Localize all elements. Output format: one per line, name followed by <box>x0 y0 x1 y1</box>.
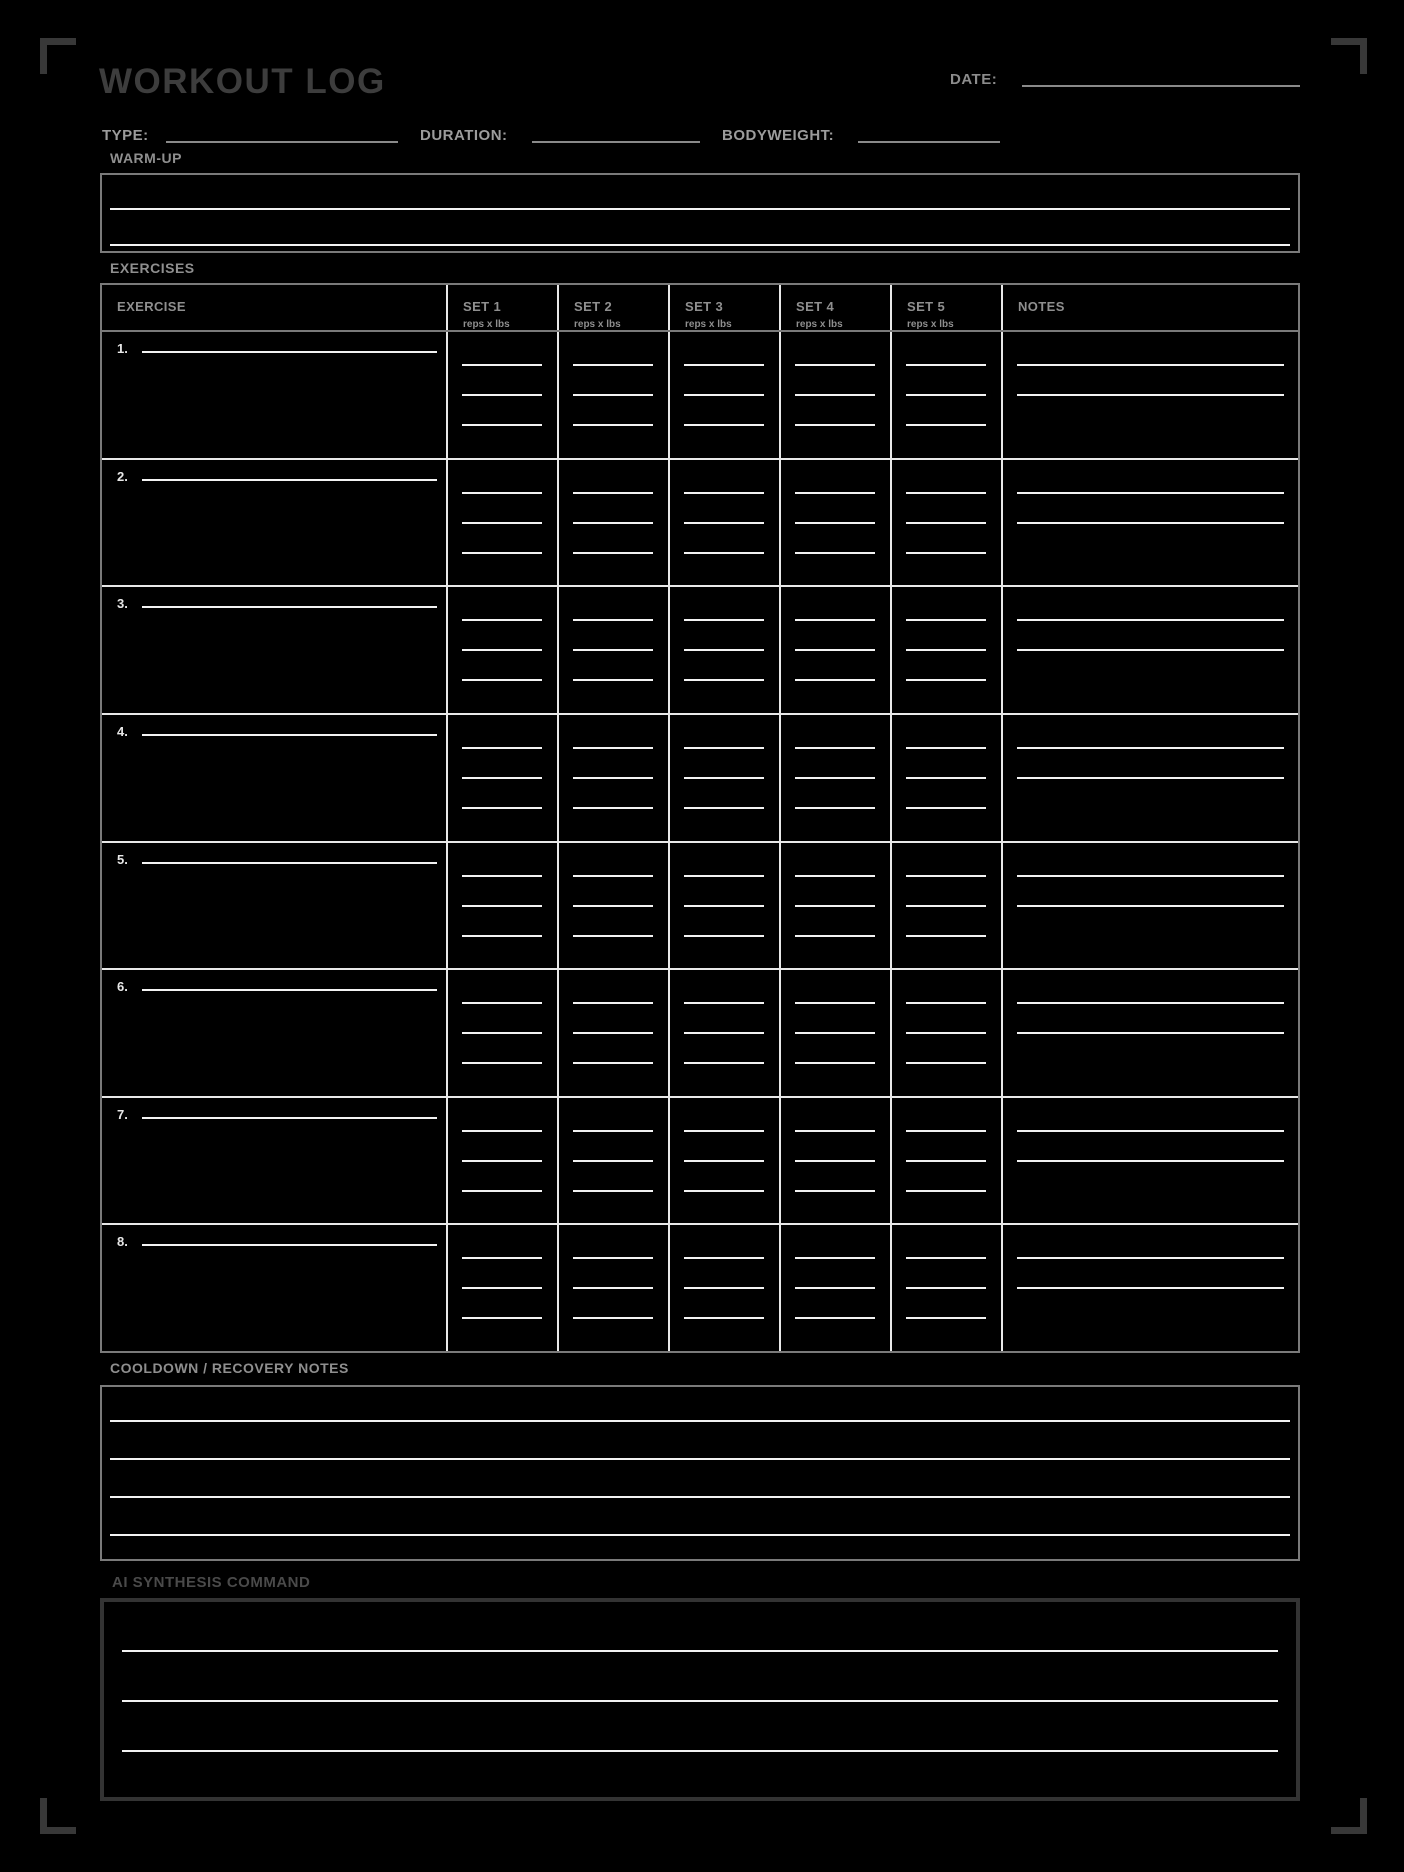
set-header-sub-label: reps x lbs <box>907 319 954 330</box>
set-entry-cell <box>890 843 1001 969</box>
set-entry-line <box>795 905 875 907</box>
set-column-header <box>446 285 557 330</box>
writing-line <box>110 1420 1290 1422</box>
set-entry-line <box>906 522 986 524</box>
set-entry-line <box>684 1062 764 1064</box>
set-entry-line <box>795 522 875 524</box>
set-header-sub-label: reps x lbs <box>574 319 621 330</box>
set-entry-line <box>573 1032 653 1034</box>
set-entry-line <box>684 1257 764 1259</box>
set-entry-cell <box>557 970 668 1096</box>
set-entry-line <box>684 619 764 621</box>
notes-cell <box>1001 332 1298 458</box>
set-entry-cell <box>890 587 1001 713</box>
set-entry-line <box>462 552 542 554</box>
set-entry-line <box>906 492 986 494</box>
set-entry-line <box>906 649 986 651</box>
set-entry-line <box>684 777 764 779</box>
set-entry-line <box>462 1190 542 1192</box>
crop-mark-bottom-left <box>40 1798 76 1834</box>
set-column-header <box>557 285 668 330</box>
writing-line <box>110 1534 1290 1536</box>
set-entry-cell <box>779 715 890 841</box>
exercise-name-line <box>142 1244 437 1246</box>
exercise-name-cell <box>102 1225 446 1351</box>
set-entry-cell <box>779 587 890 713</box>
notes-line <box>1017 394 1284 396</box>
set-entry-line <box>462 1257 542 1259</box>
notes-line <box>1017 1257 1284 1259</box>
set-entry-line <box>684 1160 764 1162</box>
duration-fill-line <box>532 141 700 143</box>
set-entry-line <box>462 522 542 524</box>
writing-line <box>122 1750 1278 1752</box>
set-entry-line <box>906 1190 986 1192</box>
set-entry-line <box>684 1130 764 1132</box>
set-entry-line <box>906 1257 986 1259</box>
set-header-sub-label: reps x lbs <box>796 319 843 330</box>
set-entry-line <box>906 364 986 366</box>
set-entry-line <box>462 424 542 426</box>
set-entry-line <box>795 935 875 937</box>
exercise-name-line <box>142 606 437 608</box>
notes-cell <box>1001 1098 1298 1224</box>
set-entry-line <box>795 619 875 621</box>
set-entry-line <box>684 747 764 749</box>
notes-line <box>1017 875 1284 877</box>
set-entry-line <box>573 619 653 621</box>
set-entry-cell <box>446 332 557 458</box>
set-entry-line <box>906 1287 986 1289</box>
set-entry-line <box>573 679 653 681</box>
exercise-name-cell <box>102 1098 446 1224</box>
set-entry-cell <box>557 460 668 586</box>
set-entry-line <box>795 1287 875 1289</box>
set-header-sub-label: reps x lbs <box>463 319 510 330</box>
set-entry-line <box>795 747 875 749</box>
notes-line <box>1017 1160 1284 1162</box>
notes-line <box>1017 1002 1284 1004</box>
set-entry-line <box>684 364 764 366</box>
set-entry-line <box>462 1130 542 1132</box>
set-entry-line <box>573 1287 653 1289</box>
exercise-name-cell <box>102 970 446 1096</box>
set-entry-line <box>684 1287 764 1289</box>
set-entry-cell <box>557 1225 668 1351</box>
exercise-row <box>102 458 1298 586</box>
set-entry-line <box>906 777 986 779</box>
set-entry-line <box>684 905 764 907</box>
exercise-number: 1. <box>117 341 128 356</box>
set-header-label: SET 3 <box>685 299 724 314</box>
set-header-label: SET 1 <box>463 299 502 314</box>
set-entry-line <box>573 1062 653 1064</box>
set-entry-line <box>906 619 986 621</box>
set-entry-line <box>684 1032 764 1034</box>
set-entry-line <box>684 492 764 494</box>
set-entry-cell <box>779 332 890 458</box>
set-entry-line <box>684 424 764 426</box>
writing-line <box>110 208 1290 210</box>
set-entry-line <box>795 364 875 366</box>
set-entry-line <box>573 777 653 779</box>
exercises-table <box>100 283 1300 1353</box>
set-entry-line <box>462 1317 542 1319</box>
warmup-section-label: WARM-UP <box>110 150 182 166</box>
set-column-header <box>890 285 1001 330</box>
set-entry-line <box>462 394 542 396</box>
set-entry-line <box>573 424 653 426</box>
set-entry-line <box>795 1002 875 1004</box>
writing-line <box>122 1700 1278 1702</box>
set-entry-line <box>906 1130 986 1132</box>
set-entry-cell <box>446 460 557 586</box>
set-entry-cell <box>890 1098 1001 1224</box>
set-entry-line <box>573 747 653 749</box>
notes-cell <box>1001 587 1298 713</box>
set-entry-line <box>462 807 542 809</box>
set-entry-cell <box>668 715 779 841</box>
notes-line <box>1017 747 1284 749</box>
set-entry-cell <box>557 1098 668 1224</box>
exercise-name-cell <box>102 843 446 969</box>
exercise-number: 6. <box>117 979 128 995</box>
notes-line <box>1017 492 1284 494</box>
exercise-row <box>102 841 1298 969</box>
cooldown-section-label: COOLDOWN / RECOVERY NOTES <box>110 1360 349 1376</box>
set-header-label: SET 4 <box>796 299 835 314</box>
set-entry-line <box>906 905 986 907</box>
ai-synthesis-command-box <box>100 1598 1300 1801</box>
set-entry-line <box>684 807 764 809</box>
crop-mark-top-right <box>1331 38 1367 74</box>
notes-line <box>1017 1287 1284 1289</box>
notes-line <box>1017 777 1284 779</box>
exercise-number: 8. <box>117 1234 128 1250</box>
exercise-column-header <box>102 285 446 330</box>
set-entry-cell <box>779 1225 890 1351</box>
crop-mark-top-left <box>40 38 76 74</box>
type-label: TYPE: <box>102 127 149 144</box>
set-entry-line <box>462 1032 542 1034</box>
set-entry-line <box>684 1190 764 1192</box>
set-entry-cell <box>779 970 890 1096</box>
set-entry-line <box>573 905 653 907</box>
notes-cell <box>1001 1225 1298 1351</box>
set-entry-line <box>906 1160 986 1162</box>
set-entry-line <box>573 1317 653 1319</box>
set-entry-line <box>684 935 764 937</box>
exercise-name-line <box>142 734 437 736</box>
set-entry-cell <box>890 970 1001 1096</box>
set-entry-line <box>795 1317 875 1319</box>
set-entry-line <box>573 649 653 651</box>
set-entry-line <box>573 1002 653 1004</box>
exercise-row <box>102 332 1298 458</box>
set-entry-line <box>795 492 875 494</box>
notes-line <box>1017 619 1284 621</box>
set-entry-line <box>462 1160 542 1162</box>
notes-cell <box>1001 460 1298 586</box>
set-entry-line <box>573 1190 653 1192</box>
set-entry-line <box>906 1002 986 1004</box>
exercise-name-cell <box>102 332 446 458</box>
set-entry-cell <box>668 587 779 713</box>
set-entry-line <box>906 807 986 809</box>
set-entry-line <box>795 777 875 779</box>
set-header-label: SET 5 <box>907 299 946 314</box>
exercise-number: 4. <box>117 723 128 739</box>
set-entry-line <box>795 1130 875 1132</box>
crop-mark-bottom-right <box>1331 1798 1367 1834</box>
set-column-header <box>668 285 779 330</box>
set-entry-line <box>684 875 764 877</box>
set-entry-cell <box>779 1098 890 1224</box>
set-entry-cell <box>668 332 779 458</box>
set-entry-cell <box>668 1098 779 1224</box>
set-entry-cell <box>890 460 1001 586</box>
notes-cell <box>1001 970 1298 1096</box>
set-entry-line <box>906 1317 986 1319</box>
set-entry-line <box>462 1287 542 1289</box>
set-entry-cell <box>446 1225 557 1351</box>
warmup-notes-box <box>100 173 1300 253</box>
set-header-sub-label: reps x lbs <box>685 319 732 330</box>
set-entry-line <box>573 1130 653 1132</box>
exercise-number: 2. <box>117 468 128 484</box>
date-label: DATE: <box>950 71 998 88</box>
set-entry-line <box>462 649 542 651</box>
set-entry-line <box>684 679 764 681</box>
set-entry-cell <box>668 1225 779 1351</box>
type-fill-line <box>166 141 398 143</box>
notes-column-header <box>1001 285 1298 330</box>
set-entry-line <box>795 649 875 651</box>
set-entry-cell <box>557 587 668 713</box>
set-entry-line <box>795 394 875 396</box>
set-entry-line <box>573 552 653 554</box>
set-entry-cell <box>890 715 1001 841</box>
set-entry-cell <box>779 460 890 586</box>
exercise-row <box>102 1096 1298 1224</box>
set-entry-line <box>906 679 986 681</box>
exercise-name-cell <box>102 587 446 713</box>
exercise-name-cell <box>102 715 446 841</box>
exercise-name-line <box>142 1117 437 1119</box>
set-entry-cell <box>779 843 890 969</box>
notes-line <box>1017 649 1284 651</box>
set-entry-line <box>795 1160 875 1162</box>
set-entry-cell <box>668 970 779 1096</box>
set-entry-cell <box>668 843 779 969</box>
exercises-section-label: EXERCISES <box>110 260 195 276</box>
exercises-table-header <box>102 285 1298 332</box>
set-entry-line <box>462 1002 542 1004</box>
writing-line <box>110 1458 1290 1460</box>
notes-line <box>1017 522 1284 524</box>
notes-line <box>1017 1130 1284 1132</box>
set-entry-line <box>462 1062 542 1064</box>
set-entry-cell <box>557 332 668 458</box>
set-entry-cell <box>890 1225 1001 1351</box>
notes-header-label: NOTES <box>1018 299 1065 314</box>
set-entry-cell <box>668 460 779 586</box>
notes-cell <box>1001 843 1298 969</box>
set-entry-line <box>573 394 653 396</box>
set-entry-cell <box>890 332 1001 458</box>
set-entry-cell <box>446 1098 557 1224</box>
exercise-name-line <box>142 351 437 353</box>
exercise-row <box>102 713 1298 841</box>
exercises-table-body <box>102 332 1298 1351</box>
exercise-number: 7. <box>117 1106 128 1122</box>
set-entry-line <box>906 424 986 426</box>
set-entry-line <box>462 364 542 366</box>
set-column-header <box>779 285 890 330</box>
exercise-name-line <box>142 479 437 481</box>
set-entry-line <box>906 394 986 396</box>
set-entry-line <box>684 1002 764 1004</box>
set-entry-line <box>462 905 542 907</box>
writing-line <box>122 1650 1278 1652</box>
set-entry-line <box>573 522 653 524</box>
set-entry-line <box>906 935 986 937</box>
set-entry-line <box>573 364 653 366</box>
set-entry-line <box>462 679 542 681</box>
set-entry-line <box>573 1257 653 1259</box>
exercise-header-label: EXERCISE <box>117 299 186 314</box>
set-entry-line <box>906 747 986 749</box>
set-entry-line <box>795 1190 875 1192</box>
set-entry-line <box>795 552 875 554</box>
set-entry-line <box>573 935 653 937</box>
set-entry-line <box>573 875 653 877</box>
bodyweight-fill-line <box>858 141 1000 143</box>
set-entry-line <box>462 619 542 621</box>
set-entry-cell <box>446 715 557 841</box>
notes-line <box>1017 1032 1284 1034</box>
set-entry-line <box>684 649 764 651</box>
set-entry-line <box>684 552 764 554</box>
set-entry-line <box>684 522 764 524</box>
set-entry-line <box>795 1062 875 1064</box>
set-entry-cell <box>446 843 557 969</box>
set-entry-line <box>573 1160 653 1162</box>
notes-line <box>1017 905 1284 907</box>
set-entry-line <box>573 807 653 809</box>
set-entry-cell <box>557 843 668 969</box>
set-header-label: SET 2 <box>574 299 613 314</box>
set-entry-line <box>462 935 542 937</box>
duration-label: DURATION: <box>420 127 508 144</box>
cooldown-notes-box <box>100 1385 1300 1561</box>
set-entry-line <box>573 492 653 494</box>
set-entry-line <box>684 394 764 396</box>
exercise-row <box>102 968 1298 1096</box>
set-entry-line <box>906 552 986 554</box>
set-entry-line <box>462 747 542 749</box>
page-title: WORKOUT LOG <box>99 62 386 101</box>
set-entry-line <box>795 807 875 809</box>
writing-line <box>110 244 1290 246</box>
set-entry-cell <box>446 587 557 713</box>
ai-synthesis-section-label: AI SYNTHESIS COMMAND <box>112 1574 311 1591</box>
notes-line <box>1017 364 1284 366</box>
set-entry-line <box>906 875 986 877</box>
exercise-name-cell <box>102 460 446 586</box>
date-fill-line <box>1022 85 1300 87</box>
exercise-name-line <box>142 862 437 864</box>
writing-line <box>110 1496 1290 1498</box>
exercise-number: 3. <box>117 596 128 612</box>
set-entry-cell <box>557 715 668 841</box>
set-entry-line <box>906 1032 986 1034</box>
set-entry-line <box>795 679 875 681</box>
exercise-row <box>102 1223 1298 1351</box>
set-entry-line <box>684 1317 764 1319</box>
set-entry-line <box>795 1032 875 1034</box>
set-entry-line <box>906 1062 986 1064</box>
exercise-row <box>102 585 1298 713</box>
notes-cell <box>1001 715 1298 841</box>
exercise-number: 5. <box>117 851 128 867</box>
set-entry-cell <box>446 970 557 1096</box>
set-entry-line <box>795 424 875 426</box>
set-entry-line <box>462 875 542 877</box>
set-entry-line <box>795 1257 875 1259</box>
set-entry-line <box>462 777 542 779</box>
set-entry-line <box>462 492 542 494</box>
set-entry-line <box>795 875 875 877</box>
bodyweight-label: BODYWEIGHT: <box>722 127 835 144</box>
exercise-name-line <box>142 989 437 991</box>
